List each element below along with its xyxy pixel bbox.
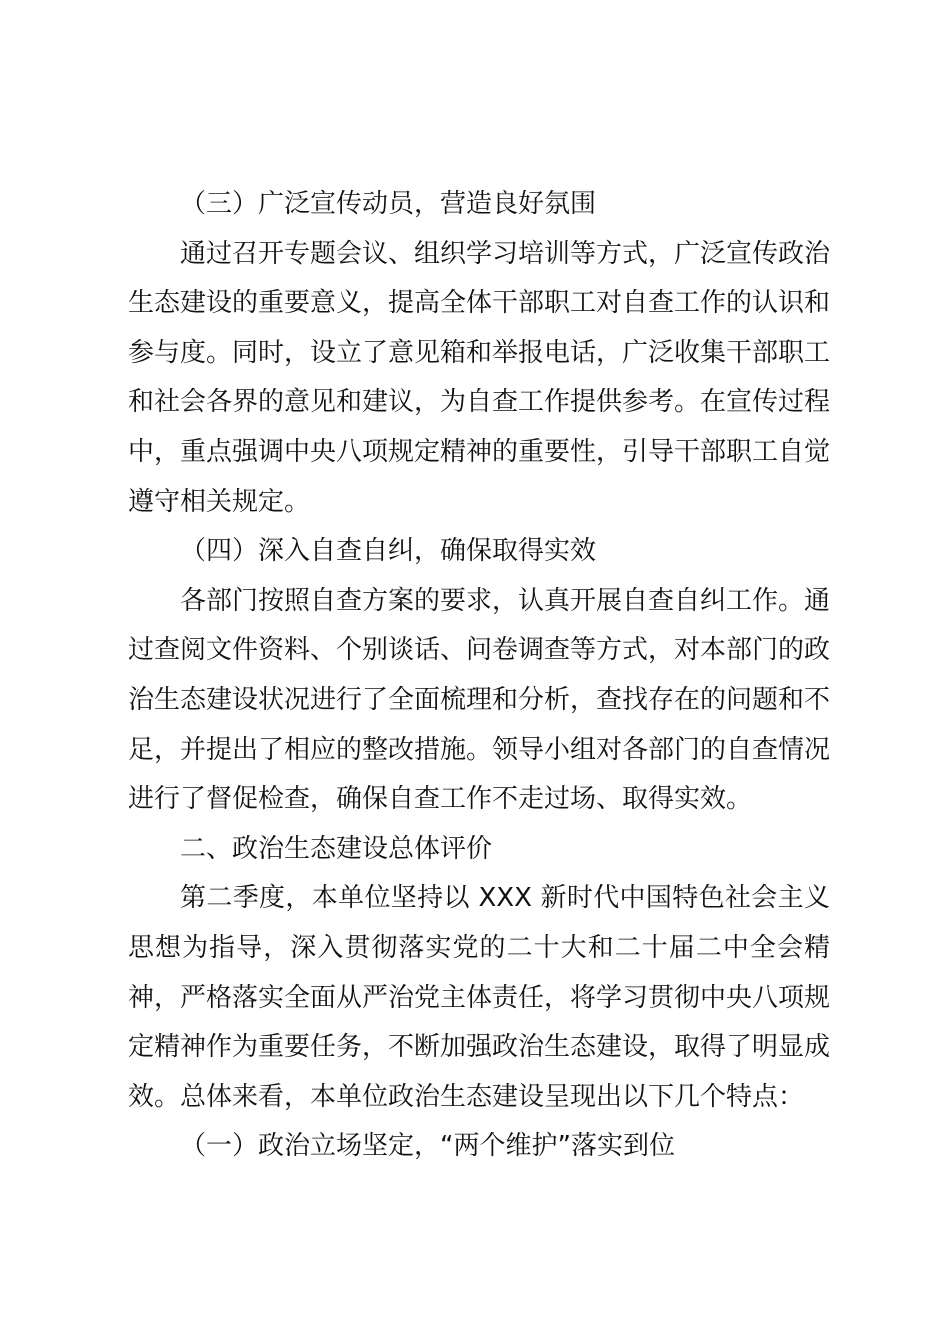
body-paragraph-self-inspection: 各部门按照自查方案的要求，认真开展自查自纠工作。通过查阅文件资料、个别谈话、问卷调查等方式，对本部门的政治生态建设状况进行了全面梳理和分析，查找存在的问题和不足，并提出了相应的整改措施。领导小组对各部门的自查情况进行了督促检查，确保自查工作不走过场、取得实效。: [128, 585, 831, 815]
section-heading-3: （三）广泛宣传动员，营造良好氛围: [180, 189, 597, 219]
body-paragraph-publicity: 通过召开专题会议、组织学习培训等方式，广泛宣传政治生态建设的重要意义，提高全体干部职工对自查工作的认识和参与度。同时，设立了意见箱和举报电话，广泛收集干部职工和社会各界的意见和建议，为自查工作提供参考。在宣传过程中，重点强调中央八项规定精神的重要性，引导干部职工自觉遵守相关规定。: [128, 238, 831, 517]
section-heading-4: （四）深入自查自纠，确保取得实效: [180, 536, 597, 567]
document-page: [128, 180, 830, 1172]
section-heading-1: （一）政治立场坚定，“两个维护”落实到位: [180, 1131, 675, 1162]
chapter-heading-2: 二、政治生态建设总体评价: [180, 833, 493, 864]
body-paragraph-overall-evaluation: 第二季度，本单位坚持以 XXX 新时代中国特色社会主义思想为指导，深入贯彻落实党的二十大和二十届二中全会精神，严格落实全面从严治党主体责任，将学习贯彻中央八项规定精神作为重要任务，不断加强政治生态建设，取得了明显成效。总体来看，本单位政治生态建设呈现出以下几个特点：: [128, 883, 831, 1112]
